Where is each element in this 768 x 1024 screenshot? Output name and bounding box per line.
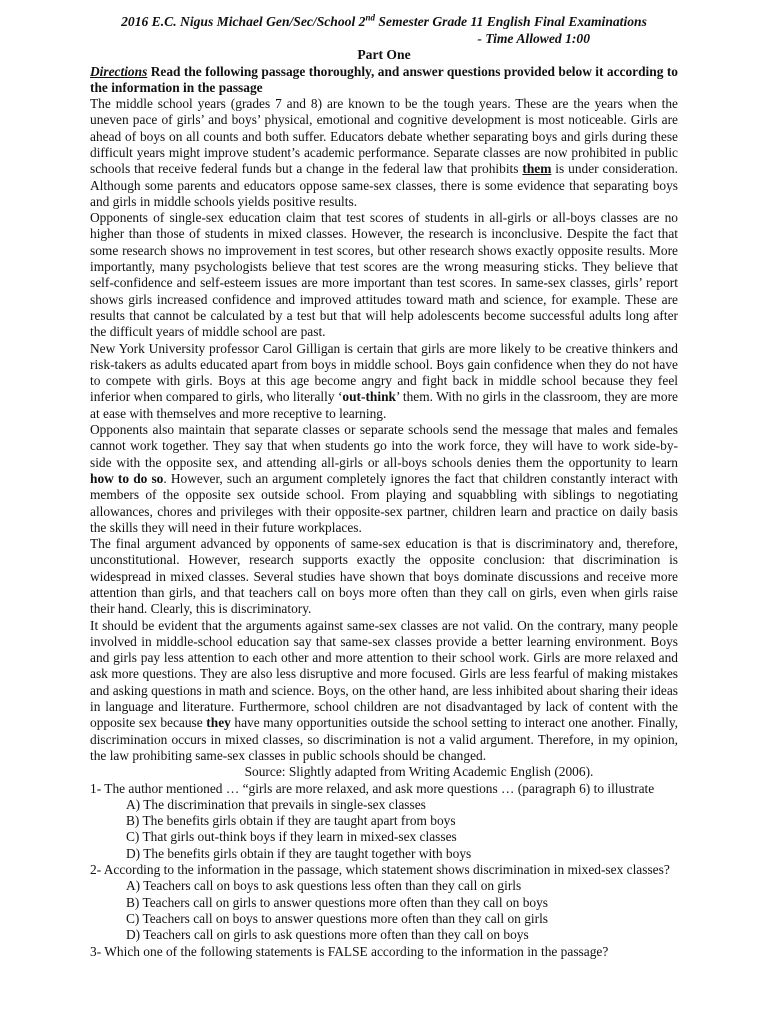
paragraph-text: New York University professor Carol Gilligan is certain that girls are more likely to be creative thinkers and risk-takers as adults educated apart from boys in middle school. Boys gain confidence when they do not have to compete with girls. Boys at this age become angry and fight back in middle school because they feel inferior when compared to girls, who literally ‘ bbox=[90, 340, 678, 405]
highlighted-word-they: they bbox=[206, 715, 231, 731]
passage-paragraph-2: Opponents of single-sex education claim that test scores of students in all-girls or all-boys classes are no higher than those of students in mixed classes. However, the research is inconclusive. Despite the fact that some research shows no improvement in test scores, but other research shows exactly opposite results. More importantly, many psychologists believe that test scores are the wrong measuring sticks. They believe that self-confidence and self-esteem issues are more important than test scores. In same-sex classes, girls’ report shows girls increased confidence and improved attitudes toward math and science, for example. These are results that cannot be calculated by a test but that will help adolescents become successful adults long after the difficult years of middle school are past. bbox=[90, 210, 678, 340]
exam-title bbox=[90, 14, 678, 31]
answer-option: D) The benefits girls obtain if they are taught together with boys bbox=[126, 845, 472, 861]
directions-text: Read the following passage thoroughly, and answer questions provided below it according to the information in the passage bbox=[90, 63, 678, 95]
directions-label: Directions bbox=[90, 63, 148, 79]
paragraph-text: Opponents also maintain that separate classes or separate schools send the message that males and females cannot work together. They say that when students go into the work force, they will have to work side-by-side with the opposite sex, and attending all-girls or all-boys schools denies them the opportunity to learn bbox=[90, 422, 678, 470]
question-stem: 2- According to the information in the passage, which statement shows discrimination in mixed-sex classes? bbox=[90, 862, 670, 878]
passage-paragraph-5: The final argument advanced by opponents of same-sex education is that is discriminatory and, therefore, unconstitutional. However, research supports exactly the opposite conclusion: that discrimination is widespread in mixed classes. Several studies have shown that boys dominate discussions and receive more attention than girls, and that teachers call on boys more often than they call on girls, even when girls raise their hand. Clearly, this is discriminatory. bbox=[90, 536, 678, 617]
passage-paragraph-1 bbox=[90, 96, 678, 210]
highlighted-word-out-think: out-think bbox=[342, 389, 396, 405]
question-stem: 3- Which one of the following statements is FALSE according to the information in the passage? bbox=[90, 943, 609, 959]
answer-option: B) The benefits girls obtain if they are taught apart from boys bbox=[126, 813, 456, 829]
passage-paragraph-4 bbox=[90, 422, 678, 536]
passage-paragraph-6 bbox=[90, 618, 678, 765]
paragraph-text: The middle school years (grades 7 and 8) are known to be the tough years. These are the years when the uneven pace of girls’ and boys’ physical, emotional and cognitive development is most noticeable. Girls are ahead of boys on all counts and both suffer. Educators debate whether separating boys and girls during these difficult years might improve student’s academic performance. Separate classes are now prohibited in public schools that receive federal funds but a change in the federal law that prohibits bbox=[90, 96, 678, 177]
time-allowed: - Time Allowed 1:00 bbox=[477, 30, 590, 46]
part-title: Part One bbox=[357, 47, 411, 62]
paragraph-text: is under consideration. Although some parents and educators oppose same-sex classes, there is some evidence that separating boys and girls in middle schools yields positive results. bbox=[90, 161, 678, 209]
exam-title-superscript: nd bbox=[365, 12, 375, 23]
directions bbox=[90, 64, 678, 97]
answer-option: A) Teachers call on boys to ask questions less often than they call on girls bbox=[126, 878, 522, 894]
exam-title-text: 2016 E.C. Nigus Michael Gen/Sec/School 2 bbox=[121, 14, 366, 29]
answer-option: B) Teachers call on girls to answer questions more often than they call on boys bbox=[126, 894, 549, 910]
answer-option: A) The discrimination that prevails in single-sex classes bbox=[126, 796, 426, 812]
passage-paragraph-3 bbox=[90, 341, 678, 422]
answer-option: C) That girls out-think boys if they learn in mixed-sex classes bbox=[126, 829, 457, 845]
highlighted-word-them: them bbox=[522, 161, 552, 177]
question-2 bbox=[90, 862, 678, 943]
paragraph-text: It should be evident that the arguments against same-sex classes are not valid. On the contrary, many people involved in middle-school education say that same-sex classes provide a better learning environment. Boys and girls pay less attention to each other and more attention to their school work. Girls are more relaxed and ask more questions. They are also less disruptive and more focused. Girls are less fearful of making mistakes and asking questions in math and science. Boys, on the other hand, are less inhibited about sharing their ideas in language and literature. Furthermore, school children are not disadvantaged by lack of content with the opposite sex because bbox=[90, 617, 678, 731]
exam-title-text-end: Semester Grade 11 English Final Examinations bbox=[374, 14, 647, 29]
answer-option: C) Teachers call on boys to answer questions more often than they call on girls bbox=[126, 910, 549, 926]
paragraph-text: ’ them. With no girls in the classroom, they are more at ease with themselves and more receptive to learning. bbox=[90, 389, 678, 421]
question-stem: 1- The author mentioned … “girls are more relaxed, and ask more questions … (paragraph 6) to illustrate bbox=[90, 780, 655, 796]
highlighted-phrase-how-to-do-so: how to do so bbox=[90, 470, 164, 486]
answer-option: D) Teachers call on girls to ask questions more often than they call on boys bbox=[126, 927, 529, 943]
source-citation: Source: Slightly adapted from Writing Academic English (2006). bbox=[244, 764, 594, 780]
question-1 bbox=[90, 781, 678, 862]
paragraph-text: have many opportunities outside the school setting to interact one another. Finally, discrimination occurs in mixed classes, so discrimination is not a valid argument. Therefore, in my opinion, the law prohibiting same-sex classes in public schools should be changed. bbox=[90, 715, 678, 763]
paragraph-text: . However, such an argument completely ignores the fact that children constantly interact with members of the opposite sex outside school. From playing and squabbling with siblings to negotiating allowances, chores and privileges with their opposite-sex partner, children learn and practice on daily basis the skills they will need in their future workplaces. bbox=[90, 470, 678, 535]
question-3 bbox=[90, 944, 678, 960]
